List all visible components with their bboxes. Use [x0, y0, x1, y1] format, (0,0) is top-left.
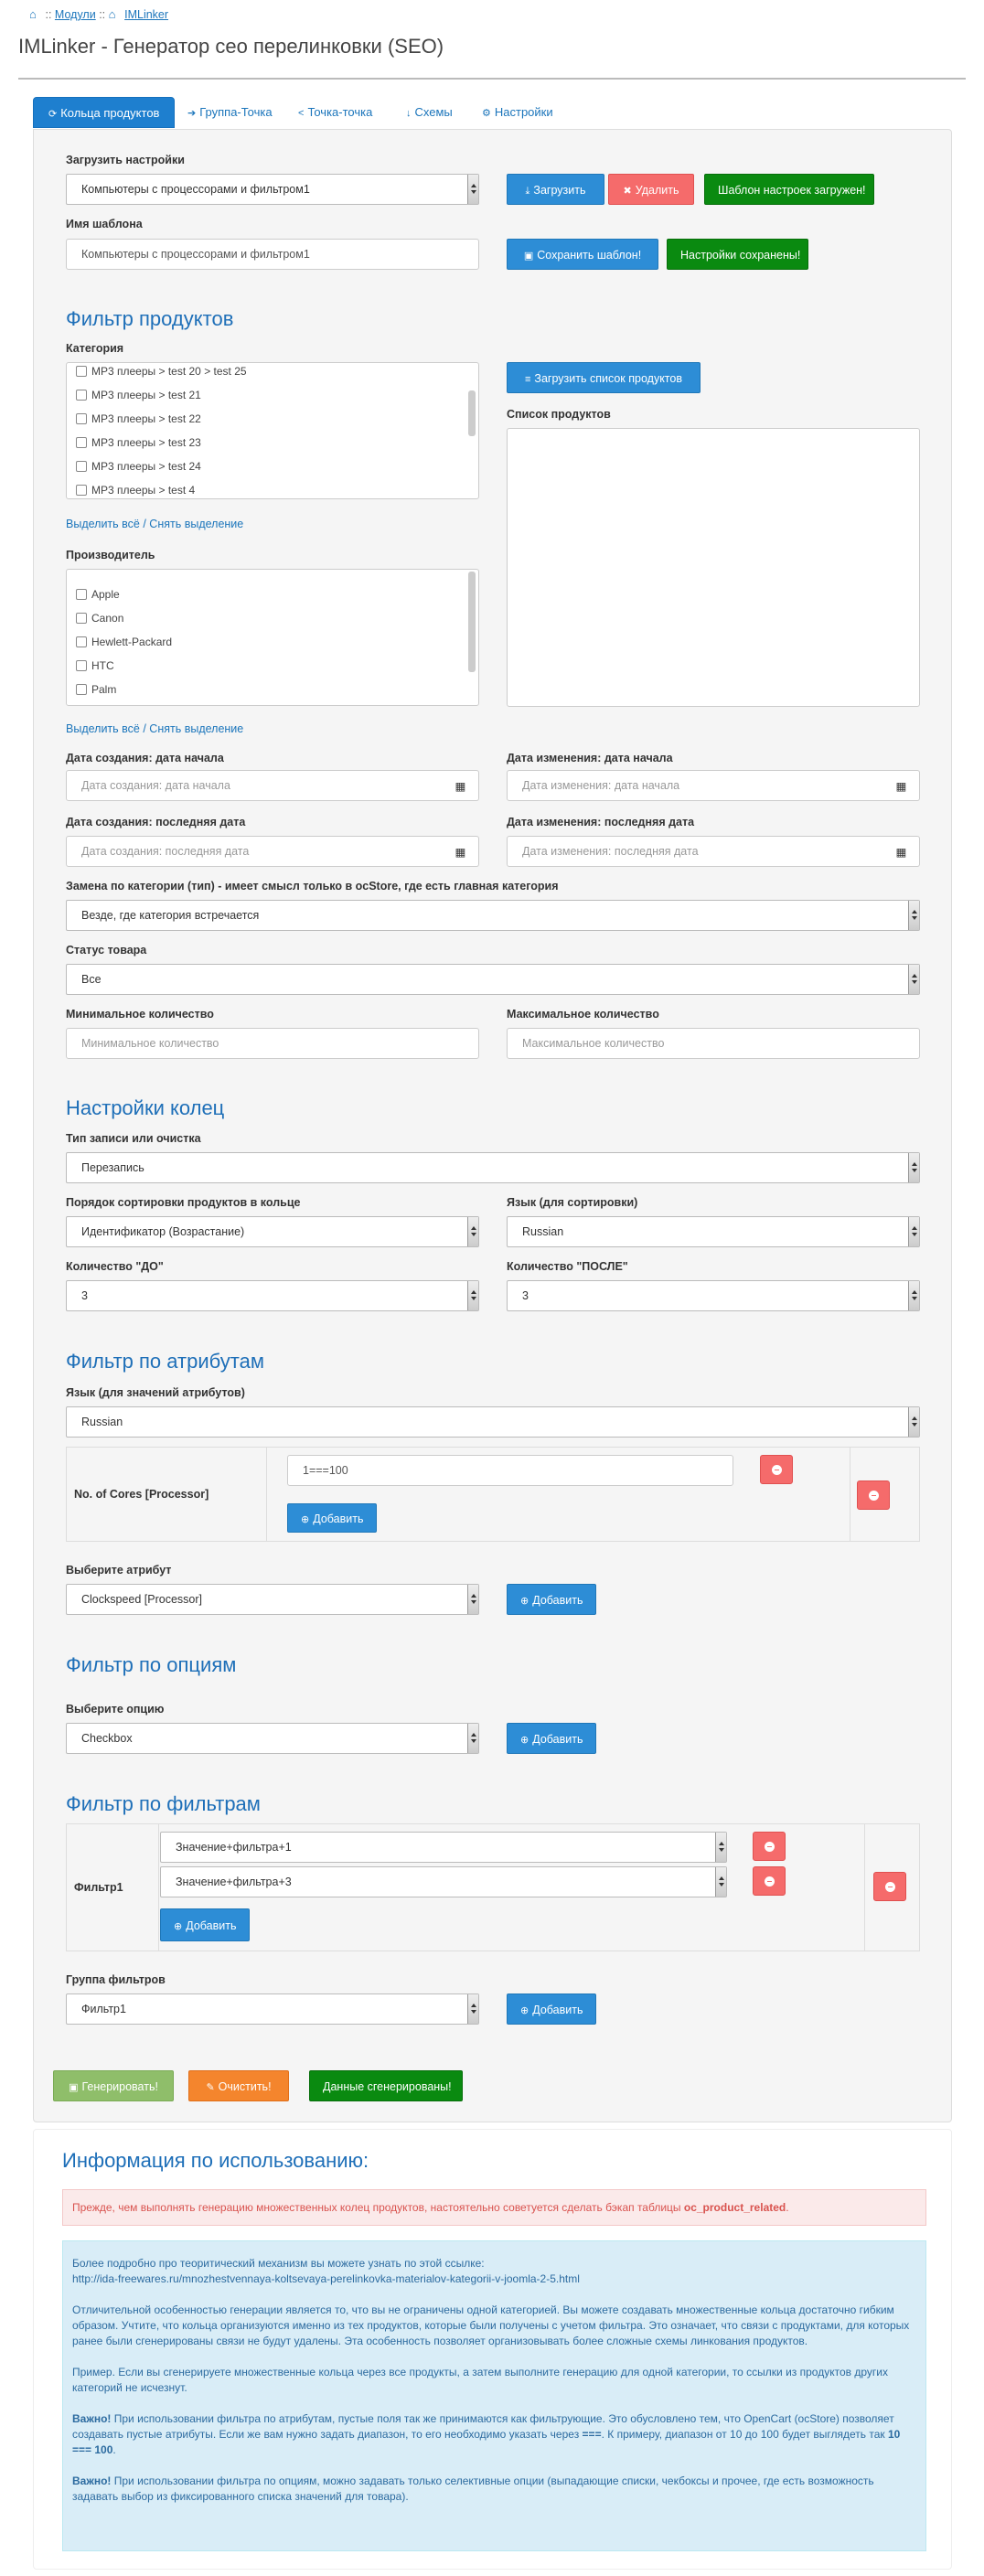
- before-count-select[interactable]: [66, 1280, 479, 1311]
- calendar-icon[interactable]: ▦: [443, 836, 479, 867]
- divider: [158, 1824, 159, 1951]
- clear-button[interactable]: [188, 2070, 289, 2101]
- usage-info: [62, 2240, 926, 2551]
- breadcrumb-sep: ::: [45, 8, 52, 21]
- deselect-link[interactable]: Снять выделение: [149, 722, 244, 735]
- min-qty-input[interactable]: Минимальное количество: [66, 1028, 479, 1059]
- separator: /: [143, 722, 146, 735]
- select-value: Все: [81, 973, 102, 986]
- manufacturer-item[interactable]: [76, 588, 120, 601]
- category-select-links: [66, 518, 243, 530]
- option-filter-title: Фильтр по опциям: [66, 1653, 237, 1676]
- write-type-label: Тип записи или очистка: [66, 1132, 201, 1145]
- tab-settings[interactable]: [467, 97, 568, 128]
- template-name-input[interactable]: Компьютеры с процессорами и фильтром1: [66, 239, 479, 270]
- after-count-select[interactable]: [507, 1280, 920, 1311]
- order-label: Порядок сортировки продуктов в кольце: [66, 1196, 301, 1209]
- category-item-label: MP3 плееры > test 4: [91, 484, 196, 497]
- choose-option-label: Выберите опцию: [66, 1703, 165, 1716]
- info-text: При использовании фильтра по опциям, можно задавать только селективные опции (выпадающие списки, чекбоксы и прочее, где есть возможность задавать выбор из фиксированного списка значений для товара).: [72, 2474, 874, 2503]
- category-item[interactable]: [76, 436, 201, 449]
- select-arrow-icon: [908, 965, 919, 994]
- load-settings-label: Загрузить настройки: [66, 154, 185, 166]
- category-item-label: MP3 плееры > test 23: [91, 436, 201, 449]
- max-qty-label: Максимальное количество: [507, 1008, 659, 1021]
- info-title: Информация по использованию:: [62, 2149, 369, 2172]
- select-value: Компьютеры с процессорами и фильтром1: [81, 183, 310, 196]
- info-text: Более подробно про теоритический механизм вы можете узнать по этой ссылке:: [72, 2257, 485, 2270]
- button-label: Сохранить шаблон!: [537, 249, 642, 262]
- filter-row-name: Фильтр1: [74, 1881, 123, 1894]
- select-value: Перезапись: [81, 1161, 144, 1174]
- manufacturer-item-label: Apple: [91, 588, 120, 601]
- tab-group-point[interactable]: [173, 97, 287, 128]
- load-products-button[interactable]: [507, 362, 701, 393]
- add-filter-group-button[interactable]: [507, 1993, 596, 2025]
- filter-value-select[interactable]: [160, 1832, 727, 1863]
- plus-circle-icon: ⊕: [301, 1514, 310, 1525]
- tab-point-point[interactable]: [283, 97, 387, 128]
- delete-button[interactable]: [608, 174, 694, 205]
- add-option-button[interactable]: [507, 1723, 596, 1754]
- write-type-select[interactable]: [66, 1152, 920, 1183]
- separator: /: [143, 518, 146, 530]
- filter-table: [66, 1823, 920, 1951]
- checkbox[interactable]: [76, 684, 87, 695]
- select-value: Russian: [522, 1225, 564, 1238]
- checkbox[interactable]: [76, 636, 87, 647]
- sign-in-icon: ➔: [187, 108, 197, 119]
- tab-label: Настройки: [494, 105, 553, 119]
- category-item[interactable]: [76, 365, 247, 378]
- status-select[interactable]: [66, 964, 920, 995]
- manufacturer-select-links: [66, 722, 243, 735]
- category-list[interactable]: [66, 362, 479, 499]
- button-label: Добавить: [532, 1733, 583, 1746]
- button-label: Генерировать!: [81, 2080, 158, 2093]
- remove-filter-icon[interactable]: [873, 1872, 906, 1901]
- home-icon: ⌂: [108, 7, 116, 21]
- min-qty-label: Минимальное количество: [66, 1008, 214, 1021]
- important-label: Важно!: [72, 2412, 112, 2425]
- tab-product-rings[interactable]: [33, 97, 175, 128]
- rings-settings-title: Настройки колец: [66, 1096, 225, 1119]
- plus-circle-icon: ⊕: [520, 1735, 529, 1746]
- choose-option-select[interactable]: [66, 1723, 479, 1754]
- load-settings-select[interactable]: [66, 174, 479, 205]
- checkbox[interactable]: [76, 485, 87, 496]
- save-template-button[interactable]: [507, 239, 658, 270]
- manufacturer-item[interactable]: [76, 659, 114, 672]
- before-count-label: Количество "ДО": [66, 1260, 164, 1273]
- select-arrow-icon: [467, 1724, 478, 1753]
- tab-label: Точка-точка: [307, 105, 373, 119]
- eraser-icon: ✎: [206, 2082, 215, 2093]
- deselect-link[interactable]: Снять выделение: [149, 518, 244, 530]
- category-item[interactable]: [76, 412, 201, 425]
- plus-circle-icon: ⊕: [174, 1921, 183, 1932]
- category-item[interactable]: [76, 484, 195, 497]
- backup-warning: [62, 2189, 926, 2226]
- breadcrumb: [29, 7, 168, 21]
- breadcrumb-modules-link[interactable]: Модули: [54, 8, 96, 21]
- select-value: 3: [522, 1289, 529, 1302]
- manufacturer-item-label: Palm: [91, 683, 117, 696]
- created-start-input[interactable]: Дата создания: дата начала: [66, 770, 444, 801]
- select-value: Везде, где категория встречается: [81, 909, 260, 922]
- replace-select[interactable]: [66, 900, 920, 931]
- gear-icon: ⚙: [482, 108, 491, 119]
- modified-end-label: Дата изменения: последняя дата: [507, 816, 695, 828]
- add-filter-value-button[interactable]: [160, 1908, 250, 1941]
- sort-language-label: Язык (для сортировки): [507, 1196, 638, 1209]
- created-end-label: Дата создания: последняя дата: [66, 816, 246, 828]
- page-title: IMLinker - Генератор сео перелинковки (SEO): [18, 35, 444, 58]
- select-value: 3: [81, 1289, 88, 1302]
- tab-label: Группа-Точка: [199, 105, 273, 119]
- modified-start-input[interactable]: Дата изменения: дата начала: [507, 770, 885, 801]
- tab-label: Схемы: [414, 105, 453, 119]
- select-value: Clockspeed [Processor]: [81, 1593, 203, 1606]
- category-item-label: MP3 плееры > test 20 > test 25: [91, 365, 247, 378]
- filter-value-select[interactable]: [160, 1866, 727, 1897]
- button-label: Загрузить список продуктов: [534, 372, 682, 385]
- range-separator: ===: [582, 2428, 602, 2441]
- checkbox[interactable]: [76, 413, 87, 424]
- info-text: Отличительной особенностью генерации является то, что вы не ограничены одной категорией. Вы можете создавать множественные кольца достаточно гибким образом. Учтите, что кольца организуются именно из тех продуктов, которые были получены с учетом фильтра. Это означает, что связи с продуктами, для которых ранее были сгенерированы связи не будут удалены. Эта особенность позволяет организовывать более сложные схемы линкования продуктов.: [72, 2303, 910, 2347]
- select-value: Значение+фильтра+3: [176, 1876, 292, 1888]
- select-arrow-icon: [715, 1833, 726, 1862]
- manufacturer-list[interactable]: [66, 569, 479, 706]
- tab-label: Кольца продуктов: [60, 106, 160, 120]
- remove-attribute-icon[interactable]: [857, 1480, 890, 1510]
- warning-table-name: oc_product_related: [683, 2201, 786, 2214]
- saved-status: Настройки сохранены!: [667, 239, 808, 270]
- select-value: Russian: [81, 1416, 123, 1428]
- button-label: Добавить: [532, 1594, 583, 1607]
- info-section: [53, 2132, 931, 2562]
- modified-start-label: Дата изменения: дата начала: [507, 752, 673, 764]
- attribute-language-label: Язык (для значений атрибутов): [66, 1386, 245, 1399]
- choose-attribute-label: Выберите атрибут: [66, 1564, 172, 1577]
- template-name-label: Имя шаблона: [66, 218, 143, 230]
- load-button[interactable]: [507, 174, 604, 205]
- select-arrow-icon: [908, 1217, 919, 1246]
- button-label: Добавить: [186, 1919, 237, 1932]
- manufacturer-item[interactable]: [76, 636, 172, 648]
- calendar-icon[interactable]: ▦: [883, 836, 920, 867]
- select-arrow-icon: [908, 1153, 919, 1182]
- sort-language-select[interactable]: [507, 1216, 920, 1247]
- products-list[interactable]: [507, 428, 920, 707]
- info-text: .: [112, 2443, 116, 2456]
- important-label: Важно!: [72, 2474, 112, 2487]
- order-select[interactable]: [66, 1216, 479, 1247]
- select-arrow-icon: [467, 1994, 478, 2024]
- divider: [864, 1824, 865, 1951]
- breadcrumb-sep: ::: [99, 8, 106, 21]
- plus-circle-icon: ⊕: [520, 2005, 529, 2016]
- manufacturer-item-label: Canon: [91, 612, 124, 625]
- button-label: Добавить: [532, 2004, 583, 2016]
- generate-button[interactable]: [53, 2070, 174, 2101]
- download-icon: ⤓: [525, 186, 530, 197]
- scrollbar[interactable]: [468, 572, 476, 672]
- info-link[interactable]: http://ida-freewares.ru/mnozhestvennaya-koltsevaya-perelinkovka-materialov-kategorii-v-joomla-2-5.html: [72, 2272, 580, 2285]
- select-arrow-icon: [467, 1585, 478, 1614]
- select-all-link[interactable]: Выделить всё: [66, 722, 140, 735]
- save-icon: ▣: [69, 2082, 79, 2093]
- after-count-label: Количество "ПОСЛЕ": [507, 1260, 628, 1273]
- checkbox[interactable]: [76, 660, 87, 671]
- remove-value-icon[interactable]: [760, 1455, 793, 1484]
- manufacturer-item-label: HTC: [91, 659, 114, 672]
- filter-filter-title: Фильтр по фильтрам: [66, 1792, 261, 1815]
- add-attribute-button[interactable]: [507, 1584, 596, 1615]
- refresh-icon: ⟳: [48, 109, 58, 120]
- select-value: Значение+фильтра+1: [176, 1841, 292, 1854]
- button-label: Добавить: [313, 1512, 364, 1525]
- list-icon: ≡: [525, 374, 531, 385]
- calendar-icon[interactable]: ▦: [443, 770, 479, 801]
- checkbox[interactable]: [76, 461, 87, 472]
- info-text: Пример. Если вы сгенерируете множественные кольца через все продукты, а затем выполните генерацию для одной категории, то ссылки из продуктов других категорий не исчезнут.: [72, 2366, 888, 2394]
- checkbox[interactable]: [76, 390, 87, 401]
- close-icon: ✖: [623, 186, 632, 197]
- scrollbar[interactable]: [468, 390, 476, 436]
- button-label: Очистить!: [218, 2080, 272, 2093]
- select-arrow-icon: [467, 1281, 478, 1310]
- divider: [266, 1448, 267, 1541]
- remove-value-icon[interactable]: [753, 1832, 786, 1861]
- category-item[interactable]: [76, 389, 201, 401]
- manufacturer-item[interactable]: [76, 612, 123, 625]
- button-label: Удалить: [635, 184, 679, 197]
- remove-value-icon[interactable]: [753, 1866, 786, 1896]
- attribute-row-name: No. of Cores [Processor]: [74, 1488, 209, 1501]
- divider: [18, 78, 966, 80]
- loaded-status: Шаблон настроек загружен!: [704, 174, 874, 205]
- checkbox[interactable]: [76, 589, 87, 600]
- select-arrow-icon: [908, 1407, 919, 1437]
- sort-icon: ↓: [406, 108, 412, 119]
- modified-end-input[interactable]: Дата изменения: последняя дата: [507, 836, 885, 867]
- select-arrow-icon: [715, 1867, 726, 1897]
- warning-text: Прежде, чем выполнять генерацию множественных колец продуктов, настоятельно советуется сделать бэкап таблицы: [72, 2201, 681, 2214]
- select-arrow-icon: [467, 1217, 478, 1246]
- info-text: . К примеру, диапазон от 10 до 100 будет выглядеть так: [601, 2428, 885, 2441]
- select-value: Checkbox: [81, 1732, 133, 1745]
- attribute-filter-title: Фильтр по атрибутам: [66, 1350, 264, 1373]
- checkbox[interactable]: [76, 437, 87, 448]
- manufacturer-item-label: Hewlett-Packard: [91, 636, 173, 648]
- category-item-label: MP3 плееры > test 24: [91, 460, 201, 473]
- max-qty-input[interactable]: Максимальное количество: [507, 1028, 920, 1059]
- warning-end: .: [786, 2201, 789, 2214]
- home-icon[interactable]: ⌂: [29, 7, 37, 21]
- select-arrow-icon: [467, 175, 478, 204]
- manufacturer-item[interactable]: [76, 683, 116, 696]
- status-label: Статус товара: [66, 944, 147, 957]
- checkbox[interactable]: [76, 366, 87, 377]
- attribute-value-input[interactable]: 1===100: [287, 1455, 733, 1486]
- manufacturer-label: Производитель: [66, 549, 155, 561]
- select-arrow-icon: [908, 1281, 919, 1310]
- created-start-label: Дата создания: дата начала: [66, 752, 224, 764]
- filter-group-label: Группа фильтров: [66, 1973, 166, 1986]
- select-value: Фильтр1: [81, 2003, 126, 2015]
- attribute-table: [66, 1447, 920, 1542]
- range-example: 10 === 100: [72, 2428, 901, 2456]
- products-list-label: Список продуктов: [507, 408, 611, 421]
- calendar-icon[interactable]: ▦: [883, 770, 920, 801]
- choose-attribute-select[interactable]: [66, 1584, 479, 1615]
- category-item[interactable]: [76, 460, 201, 473]
- created-end-input[interactable]: Дата создания: последняя дата: [66, 836, 444, 867]
- select-arrow-icon: [908, 901, 919, 930]
- plus-circle-icon: ⊕: [520, 1596, 529, 1607]
- category-item-label: MP3 плееры > test 22: [91, 412, 201, 425]
- info-text: При использовании фильтра по атрибутам, пустые поля так же принимаются как фильтрующие. Это обусловлено тем, что OpenCart (ocStore) позволяет создавать пустые атрибуты. Если же вам нужно задать диапазон, то его необходимо указать через: [72, 2412, 894, 2441]
- add-value-button[interactable]: [287, 1503, 377, 1533]
- attribute-language-select[interactable]: [66, 1406, 920, 1438]
- select-all-link[interactable]: Выделить всё: [66, 518, 140, 530]
- save-icon: ▣: [523, 251, 534, 262]
- category-item-label: MP3 плееры > test 21: [91, 389, 201, 401]
- button-label: Загрузить: [533, 184, 586, 197]
- checkbox[interactable]: [76, 613, 87, 624]
- select-value: Идентификатор (Возрастание): [81, 1225, 245, 1238]
- tab-schemes[interactable]: [391, 97, 467, 128]
- breadcrumb-imlinker-link[interactable]: IMLinker: [124, 8, 169, 21]
- replace-label: Замена по категории (тип) - имеет смысл только в ocStore, где есть главная категория: [66, 880, 559, 893]
- product-filter-title: Фильтр продуктов: [66, 307, 234, 330]
- generated-status: Данные сгенерированы!: [309, 2070, 463, 2101]
- category-label: Категория: [66, 342, 124, 355]
- filter-group-select[interactable]: [66, 1993, 479, 2025]
- share-icon: <: [298, 108, 305, 119]
